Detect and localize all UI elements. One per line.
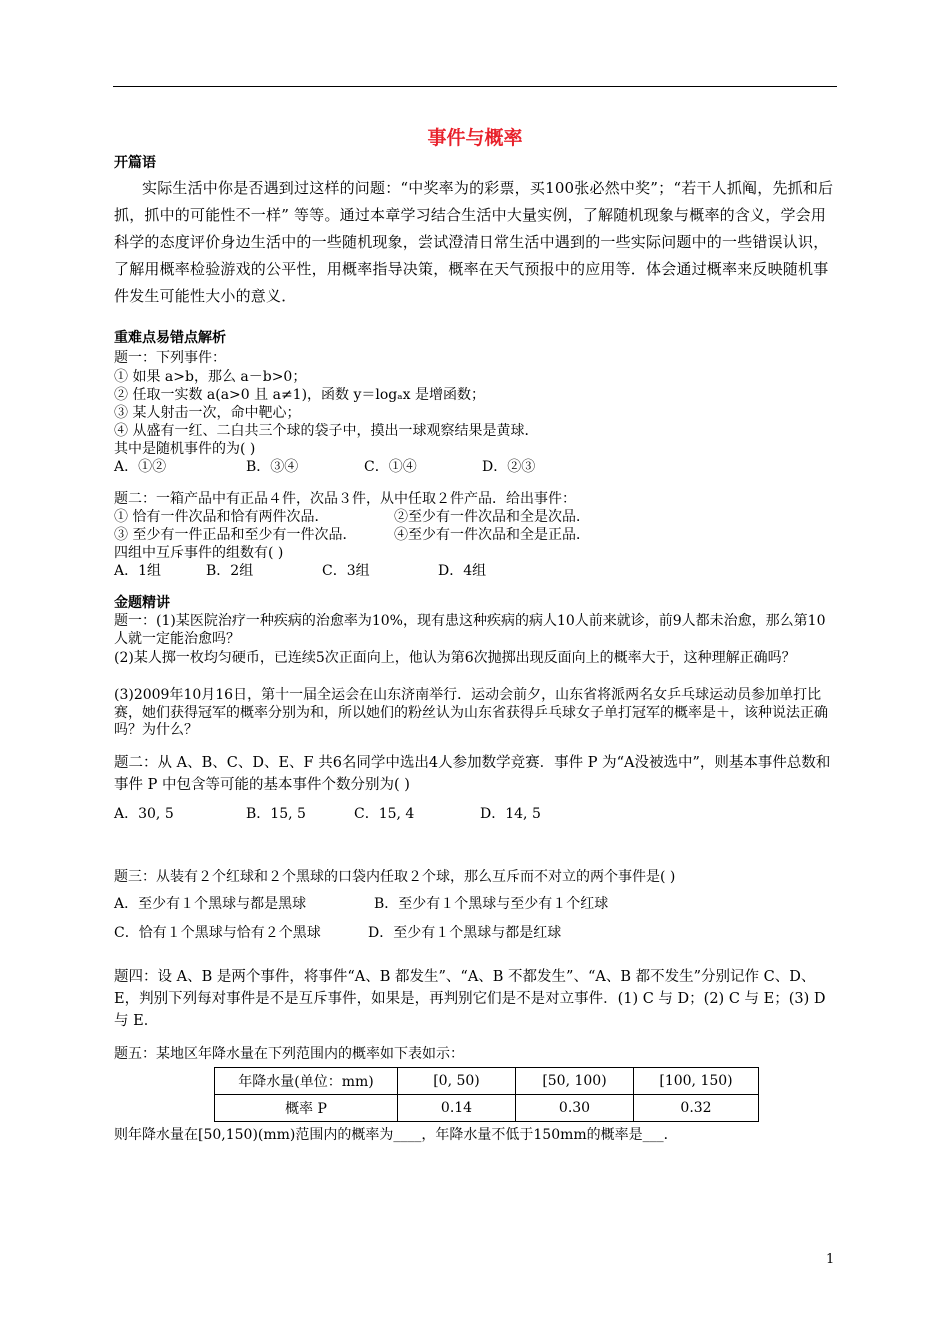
s1-q2-options: [114, 560, 486, 580]
s2-q2-option-a: A．30, 5: [114, 806, 174, 822]
s1-q1-question: 其中是随机事件的为( ): [114, 441, 256, 457]
document-title: 事件与概率: [427, 127, 523, 149]
intro-text: 实际生活中你是否遇到过这样的问题：“中奖率为的彩票，买100张必然中奖”；“若干人抓阄，先抓和后抓，抓中的可能性不一样” 等等。通过本章学习结合生活中大量实例，了解随机现象与概率的含义，学会用科学的态度评价身边生活中的一些随机现象，尝试澄清日常生活中遇到的一些实际问题中的一些错误认识，了解用概率检验游戏的公平性，用概率指导决策，概率在天气预报中的应用等．体会通过概率来反映随机事件发生可能性大小的意义．: [114, 179, 834, 305]
s1-q2-line2: [114, 524, 590, 544]
s1-q1-option-a: A．①②: [114, 459, 167, 475]
s2-q1-part2: (2)某人掷一枚均匀硬币，已连续5次正面向上，他认为第6次抛掷出现反面向上的概率大于，这种理解正确吗？: [114, 650, 796, 666]
s1-q1-option-c: C．①④: [364, 459, 417, 475]
s2-q5-text: 题五：某地区年降水量在下列范围内的概率如下表如示：: [114, 1046, 464, 1062]
s1-q1-item-3: ③ 某人射击一次，命中靶心；: [114, 405, 301, 421]
s1-q2-option-b: B．2组: [206, 563, 254, 579]
rainfall-table: [214, 1067, 759, 1122]
s1-q1-options: [114, 456, 535, 476]
s1-q2-question: 四组中互斥事件的组数有( ): [114, 545, 284, 561]
section2-heading: 金题精讲: [114, 595, 170, 611]
s2-q2-option-b: B．15, 5: [246, 806, 306, 822]
s1-q1-item-1: ① 如果 a>b，那么 a－b>0；: [114, 369, 307, 385]
table-cell: 概率 P: [215, 1095, 398, 1122]
table-header-cell: 年降水量(单位：mm): [215, 1068, 398, 1095]
table-cell: 0.14: [398, 1095, 516, 1122]
s1-q2-option-a: A．1组: [114, 563, 162, 579]
s2-q3-text: 题三：从装有２个红球和２个黑球的口袋内任取２个球，那么互斥而不对立的两个事件是( ): [114, 869, 676, 885]
s2-q3-option-a: A．至少有１个黑球与都是黑球: [114, 896, 307, 912]
s2-q2-options: [114, 803, 541, 823]
s2-q3-options-row1: [114, 893, 608, 913]
s1-q2-line1: [114, 506, 590, 526]
s1-q2-event-2: ②至少有一件次品和全是次品．: [394, 509, 590, 525]
s2-q4-text: 题四：设 A、B 是两个事件，将事件“A、B 都发生”、“A、B 不都发生”、“A、B 都不发生”分别记作 C、D、E，判别下列每对事件是不是互斥事件，如果是，再判别它们是不是对立事件．(1) C 与 D；(2) C 与 E；(3) D 与 E．: [114, 969, 826, 1029]
table-header-cell: [0, 50): [398, 1068, 516, 1095]
s1-q1-option-d: D．②③: [482, 459, 536, 475]
header-rule: [113, 86, 837, 87]
s2-q2-text: 题二：从 A、B、C、D、E、F 共6名同学中选出4人参加数学竞赛．事件 P 为“A没被选中”，则基本事件总数和事件 P 中包含等可能的基本事件个数分别为( ): [114, 755, 831, 793]
s2-q5-tail: 则年降水量在[50,150)(mm)范围内的概率为____，年降水量不低于150mm的概率是___．: [114, 1127, 678, 1143]
s1-q1-item-4: ④ 从盛有一红、二白共三个球的袋子中，摸出一球观察结果是黄球．: [114, 423, 539, 439]
table-header-cell: [50, 100): [516, 1068, 634, 1095]
s2-q2-option-d: D．14, 5: [480, 806, 541, 822]
s2-q3-option-d: D．至少有１个黑球与都是红球: [368, 925, 562, 941]
s2-q3-option-b: B．至少有１个黑球与至少有１个红球: [374, 896, 609, 912]
s1-q2-stem: 题二：一箱产品中有正品４件，次品３件，从中任取２件产品．给出事件：: [114, 491, 576, 507]
s1-q2-option-c: C．3组: [322, 563, 370, 579]
s1-q1-item-2: ② 任取一实数 a(a>0 且 a≠1)，函数 y＝logₐx 是增函数；: [114, 387, 486, 403]
page-number: 1: [826, 1252, 835, 1267]
s1-q1-stem: 题一：下列事件：: [114, 350, 226, 366]
s1-q2-option-d: D．4组: [438, 563, 487, 579]
s2-q3-options-row2: [114, 922, 561, 942]
s1-q2-event-4: ④至少有一件次品和全是正品．: [394, 527, 590, 543]
intro-heading: 开篇语: [114, 155, 156, 171]
s2-q1-part3: (3)2009年10月16日，第十一届全运会在山东济南举行．运动会前夕，山东省将派两名女乒乓球运动员参加单打比赛，她们获得冠军的概率分别为和，所以她们的粉丝认为山东省获得乒乓球女子单打冠军的概率是＋，该种说法正确吗？为什么？: [114, 687, 828, 738]
s2-q3-option-c: C．恰有１个黑球与恰有２个黑球: [114, 925, 321, 941]
s2-q1-part1: 题一：(1)某医院治疗一种疾病的治愈率为10%，现有患这种疾病的病人10人前来就诊，前9人都未治愈，那么第10人就一定能治愈吗？: [114, 613, 826, 647]
table-row: [215, 1068, 759, 1095]
table-row: [215, 1095, 759, 1122]
section1-heading: 重难点易错点解析: [114, 330, 226, 346]
table-header-cell: [100, 150): [634, 1068, 759, 1095]
table-cell: 0.30: [516, 1095, 634, 1122]
s1-q2-event-3: ③ 至少有一件正品和至少有一件次品．: [114, 527, 357, 543]
table-cell: 0.32: [634, 1095, 759, 1122]
s2-q2-option-c: C．15, 4: [354, 806, 415, 822]
s1-q1-option-b: B．③④: [246, 459, 299, 475]
s1-q2-event-1: ① 恰有一件次品和恰有两件次品．: [114, 509, 329, 525]
